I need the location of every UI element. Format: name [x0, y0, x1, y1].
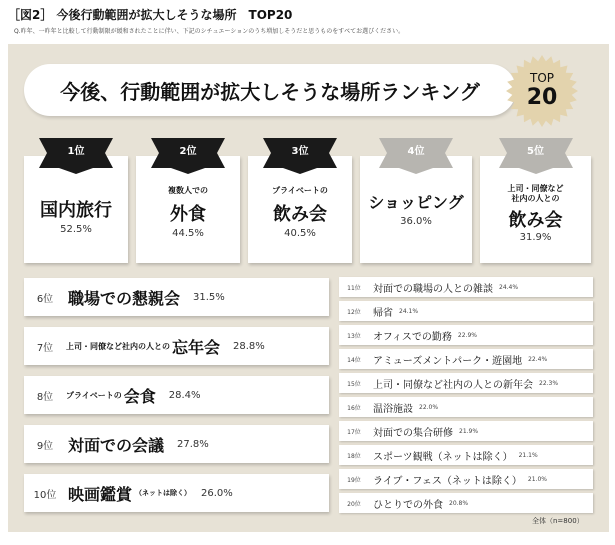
rank-row-19 — [339, 469, 593, 489]
percentage: 28.8% — [233, 340, 265, 352]
rank-row-17 — [339, 421, 593, 441]
sample-size-note: 全体（n=800） — [532, 517, 584, 525]
rank-card-2 — [136, 146, 240, 263]
ranking-panel — [8, 44, 609, 532]
rank-row-20 — [339, 493, 593, 513]
place-name: 忘年会 — [172, 337, 221, 357]
ranking-banner: 今後、行動範囲が拡大しそうな場所ランキング — [24, 64, 516, 116]
rank-label: 6位 — [36, 293, 54, 305]
rank-label: 9位 — [36, 440, 54, 452]
percentage: 21.1% — [518, 451, 538, 459]
percentage: 44.5% — [172, 228, 204, 239]
rank-label: 14位 — [347, 356, 361, 364]
ribbon-icon — [39, 138, 113, 174]
percentage: 24.1% — [399, 307, 419, 315]
rank-row-14 — [339, 349, 593, 369]
rank-row-6 — [24, 278, 329, 316]
place-name: ライブ・フェス（ネットは除く） — [373, 475, 522, 487]
rank-label: 10位 — [33, 489, 57, 501]
rank-row-7 — [24, 327, 329, 365]
place-name: 会食 — [123, 386, 156, 406]
rank-row-9 — [24, 425, 329, 463]
rank-label: 8位 — [36, 391, 54, 403]
rank-label: 17位 — [347, 428, 361, 436]
percentage: 40.5% — [284, 228, 316, 239]
rank-row-13 — [339, 325, 593, 345]
rank-label: 16位 — [347, 404, 361, 412]
place-qualifier: 上司・同僚など社内の人との — [66, 341, 170, 351]
place-name: 職場での懇親会 — [68, 288, 181, 308]
rank-row-10 — [24, 474, 329, 512]
rank-label: 7位 — [36, 342, 54, 354]
percentage: 52.5% — [60, 224, 92, 235]
ribbon-icon — [499, 138, 573, 174]
percentage: 31.9% — [519, 232, 552, 243]
place-name: 飲み会 — [273, 204, 327, 225]
rank-label: 18位 — [347, 452, 361, 460]
rank-card-3 — [248, 146, 352, 263]
rank-row-8 — [24, 376, 329, 414]
rank-label: 5位 — [527, 146, 544, 157]
place-qualifier: 複数人での — [168, 186, 208, 195]
place-name: 外食 — [170, 204, 206, 225]
percentage: 22.4% — [528, 355, 548, 363]
rank-label: 2位 — [179, 146, 197, 157]
rank-row-11 — [339, 277, 593, 297]
rank-label: 3位 — [291, 146, 309, 157]
rank-row-18 — [339, 445, 593, 465]
rank-card-1 — [24, 146, 128, 263]
percentage: 24.4% — [499, 283, 519, 291]
place-name: ショッピング — [368, 193, 464, 212]
percentage: 28.4% — [168, 389, 201, 401]
rank-row-16 — [339, 397, 593, 417]
rank-label: 15位 — [347, 380, 361, 388]
place-note: （ネットは除く） — [135, 489, 192, 497]
rank-label: 4位 — [407, 146, 425, 157]
percentage: 27.8% — [177, 438, 209, 450]
rank-card-4 — [360, 146, 472, 263]
place-name: 対面での集合研修 — [373, 427, 453, 439]
top-badge-label: TOP — [529, 71, 554, 85]
rank-row-12 — [339, 301, 593, 321]
place-name: オフィスでの勤務 — [373, 331, 452, 343]
rank-card-5 — [480, 146, 591, 263]
place-qualifier: プライベートの — [66, 390, 122, 400]
percentage: 36.0% — [400, 216, 432, 227]
percentage: 22.3% — [539, 379, 559, 387]
percentage: 21.9% — [459, 427, 479, 435]
place-name: 飲み会 — [508, 210, 563, 231]
place-name: アミューズメントパーク・遊園地 — [373, 355, 523, 367]
ribbon-icon — [263, 138, 337, 174]
rank-label: 20位 — [347, 500, 361, 508]
figure-title: ［図2］ 今後行動範囲が拡大しそうな場所 TOP20 — [8, 8, 293, 22]
place-name: 対面での職場の人との雑談 — [373, 283, 493, 295]
place-qualifier: 上司・同僚など 社内の人との — [507, 184, 564, 203]
ribbon-icon — [151, 138, 225, 174]
place-name: ひとりでの外食 — [373, 499, 443, 511]
percentage: 26.0% — [201, 487, 233, 499]
place-name: 国内旅行 — [40, 200, 112, 221]
percentage: 20.8% — [449, 499, 469, 507]
place-qualifier: プライベートの — [272, 186, 328, 195]
rank-label: 1位 — [67, 146, 85, 157]
top20-badge — [505, 54, 579, 128]
place-name: スポーツ観戦（ネットは除く） — [373, 451, 513, 463]
percentage: 22.9% — [457, 331, 477, 339]
place-name: 上司・同僚など社内の人との新年会 — [373, 379, 533, 391]
place-name: 映画鑑賞 — [68, 484, 133, 504]
place-name: 対面での会議 — [68, 435, 165, 455]
place-name: 温浴施設 — [373, 403, 413, 415]
percentage: 21.0% — [527, 475, 547, 483]
rank-label: 12位 — [347, 308, 361, 316]
ribbon-icon — [379, 138, 453, 174]
survey-question: Q.昨年、一昨年と比較して行動制限が緩和されたことに伴い、下記のシチュエーションのうち増加しそうだと思うものをすべてお選びください。 — [14, 28, 405, 35]
percentage: 31.5% — [193, 291, 225, 303]
rank-row-15 — [339, 373, 593, 393]
top-badge-number: 20 — [526, 85, 558, 110]
percentage: 22.0% — [419, 403, 439, 411]
rank-label: 19位 — [347, 476, 361, 484]
rank-label: 11位 — [347, 284, 361, 292]
rank-label: 13位 — [347, 332, 361, 340]
place-name: 帰省 — [373, 307, 393, 319]
